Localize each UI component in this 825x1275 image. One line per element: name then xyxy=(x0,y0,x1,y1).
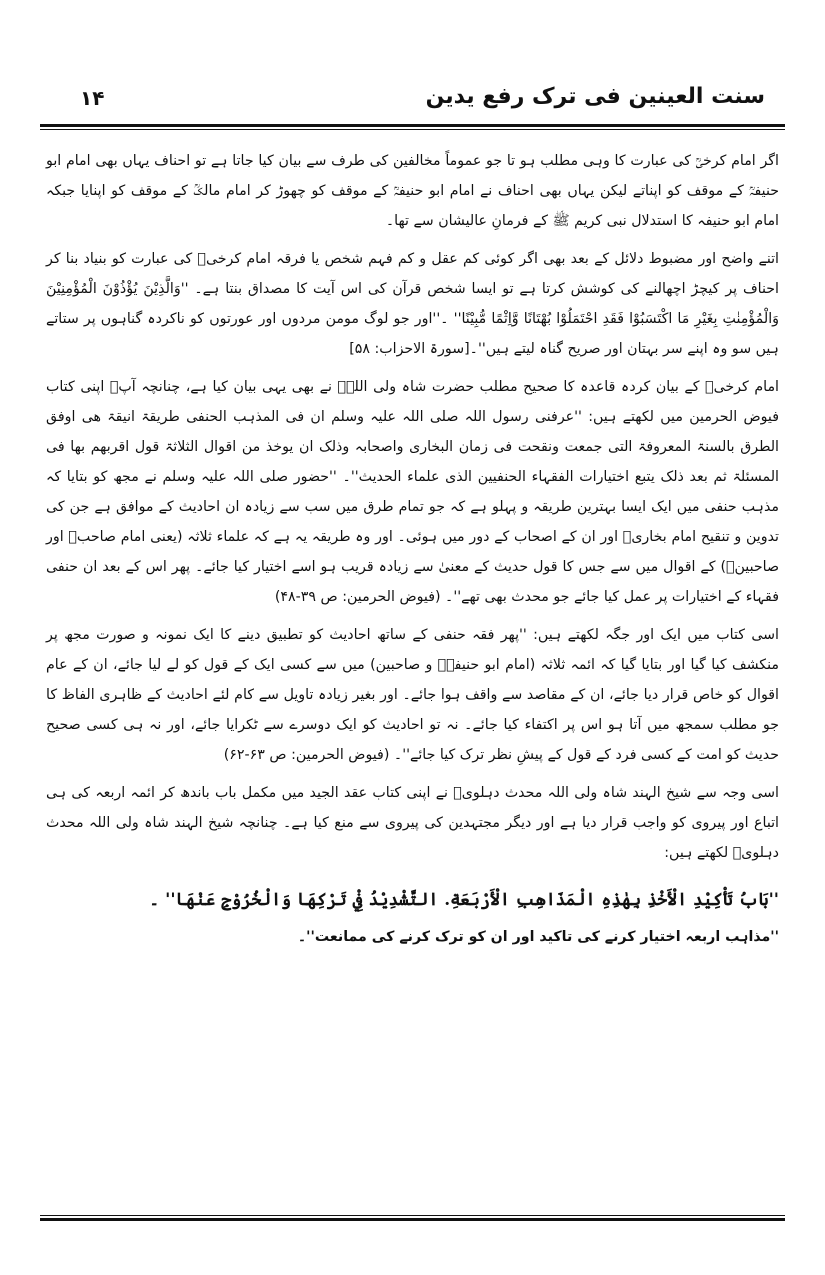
quote-translation: ''مذاہب اربعہ اختیار کرنے کی تاکید اور ان کو ترک کرنے کی ممانعت''۔ xyxy=(297,929,779,945)
arabic-quote: ''بَابُ تَأْكِيْدِ الْأَخْذِ بِهٰذِهِ الْمَذَاهِبِ الْأَرْبَعَةِ. التَّشْدِيْدُ فِيْ تَرْكِهَا وَالْخُرُوْجِ عَنْهَا'' ۔ xyxy=(149,890,779,910)
footer-divider-thin xyxy=(40,1215,785,1216)
paragraph-1: اگر امام کرخیؒ کی عبارت کا وہی مطلب ہو تا جو عموماً مخالفین کی طرف سے بیان کیا جاتا ہے تو احناف یہاں بھی امام ابو حنیفہؒ کے موقف کو اپناتے لیکن یہاں بھی احناف نے امام ابو حنیفہؒ کے موقف کو چھوڑ کر امام مالکؒ کے موقف کو اپنایا جبکہ امام ابو حنیفہ کا استدلال نبی کریم ﷺ کے فرمانِ عالیشان سے تھا۔ xyxy=(46,153,779,229)
header-divider-thin xyxy=(40,129,785,130)
page-header xyxy=(40,80,785,120)
paragraph-4: اسی کتاب میں ایک اور جگہ لکھتے ہیں: ''پھر فقہ حنفی کے ساتھ احادیث کو تطبیق دینے کا ایک نمونہ و صورت مجھ پر منکشف کیا گیا اور بتایا گیا کہ ائمہ ثلاثہ (امام ابو حنیفہؒ و صاحبین) میں سے کسی ایک کے قول کو لے لیا جائے، ان کے عام اقوال کو خاص قرار دیا جائے، ان کے مقاصد سے واقف ہوا جائے۔ اور بغیر زیادہ تاویل سے کام لئے احادیث کے ظاہری الفاظ کا جو مطلب سمجھ میں آتا ہو اس پر اکتفاء کیا جائے۔ نہ تو احادیث کو ایک دوسرے سے ٹکرایا جائے، اور نہ ہی کسی صحیح حدیث کو امت کے کسی فرد کے قول کے پیشِ نظر ترک کیا جائے''۔ (فیوض الحرمین: ص ۶۳-۶۲) xyxy=(46,627,779,763)
header-divider-thick xyxy=(40,124,785,127)
body-text xyxy=(46,146,779,952)
paragraph-5: اسی وجہ سے شیخ الہند شاہ ولی اللہ محدث دہلویؒ نے اپنی کتاب عقد الجید میں مکمل باب باندھ کر ائمہ اربعہ کی ہی اتباع اور پیروی کو واجب قرار دیا ہے اور دیگر مجتہدین کی پیروی سے منع کیا ہے۔ چنانچہ شیخ الہند شاہ ولی اللہ محدث دہلویؒ لکھتے ہیں: xyxy=(46,785,779,861)
footer-divider-thick xyxy=(40,1218,785,1221)
page-number: ۱۴ xyxy=(80,86,105,110)
book-title: سنت العینین فی ترک رفع یدین xyxy=(425,84,765,109)
paragraph-3: امام کرخیؒ کے بیان کردہ قاعدہ کا صحیح مطلب حضرت شاہ ولی اللہؒ نے بھی یہی بیان کیا ہے، چنانچہ آپؒ اپنی کتاب فیوض الحرمین میں لکھتے ہیں: ''عرفنی رسول اللہ صلی اللہ علیہ وسلم ان فی المذہب الحنفی طریقۃ انیقۃ ھی اوفق الطرق بالسنۃ المعروفۃ التی جمعت ونقحت فی زمان البخاری واصحابہ وذلک ان یوخذ من اقوال الثلاثۃ قول اقربھم بھا فی المسئلۃ ثم بعد ذلک یتبع اختیارات الفقہاء الحنفیین الذی علماء الحدیث''۔ ''حضور صلی اللہ علیہ وسلم نے مجھ کو بتایا کہ مذہب حنفی میں ایک ایسا بہترین طریقہ و پہلو ہے کہ جو تمام طرق میں سب سے زیادہ ان احادیث کے موافق ہے جن کی تدوین و تنقیح امام بخاریؒ اور ان کے اصحاب کے دور میں ہوئی۔ اور وہ طریقہ یہ ہے کہ علماء ثلاثہ (یعنی امام صاحبؒ اور صاحبینؒ) کے اقوال میں سے جس کا قول حدیث کے معنیٰ سے زیادہ قریب ہو اسے اختیار کیا جائے۔ پھر اس کے بعد ان حنفی فقہاء کے اختیارات پر عمل کیا جائے جو محدث بھی تھے''۔ (فیوض الحرمین: ص ۳۹-۴۸) xyxy=(46,379,779,605)
paragraph-2: اتنے واضح اور مضبوط دلائل کے بعد بھی اگر کوئی کم عقل و کم فہم شخص یا فرقہ امام کرخیؒ کی عبارت کو بنیاد بنا کر احناف پر کیچڑ اچھالنے کی کوشش کرتا ہے تو ایسا شخص قرآن کی اس آیت کا مصداق بنتا ہے۔ ''وَالَّذِيْنَ يُؤْذُوْنَ الْمُؤْمِنِيْنَ وَالْمُؤْمِنٰتِ بِغَيْرِ مَا اكْتَسَبُوْا فَقَدِ احْتَمَلُوْا بُهْتَانًا وَّاِثْمًا مُّبِيْنًا'' ۔''اور جو لوگ مومن مردوں اور عورتوں کو ناکردہ گناہوں پر ستاتے ہیں سو وہ اپنے سر بہتان اور صریح گناہ لیتے ہیں''۔[سورۃ الاحزاب: ۵۸] xyxy=(46,251,779,357)
